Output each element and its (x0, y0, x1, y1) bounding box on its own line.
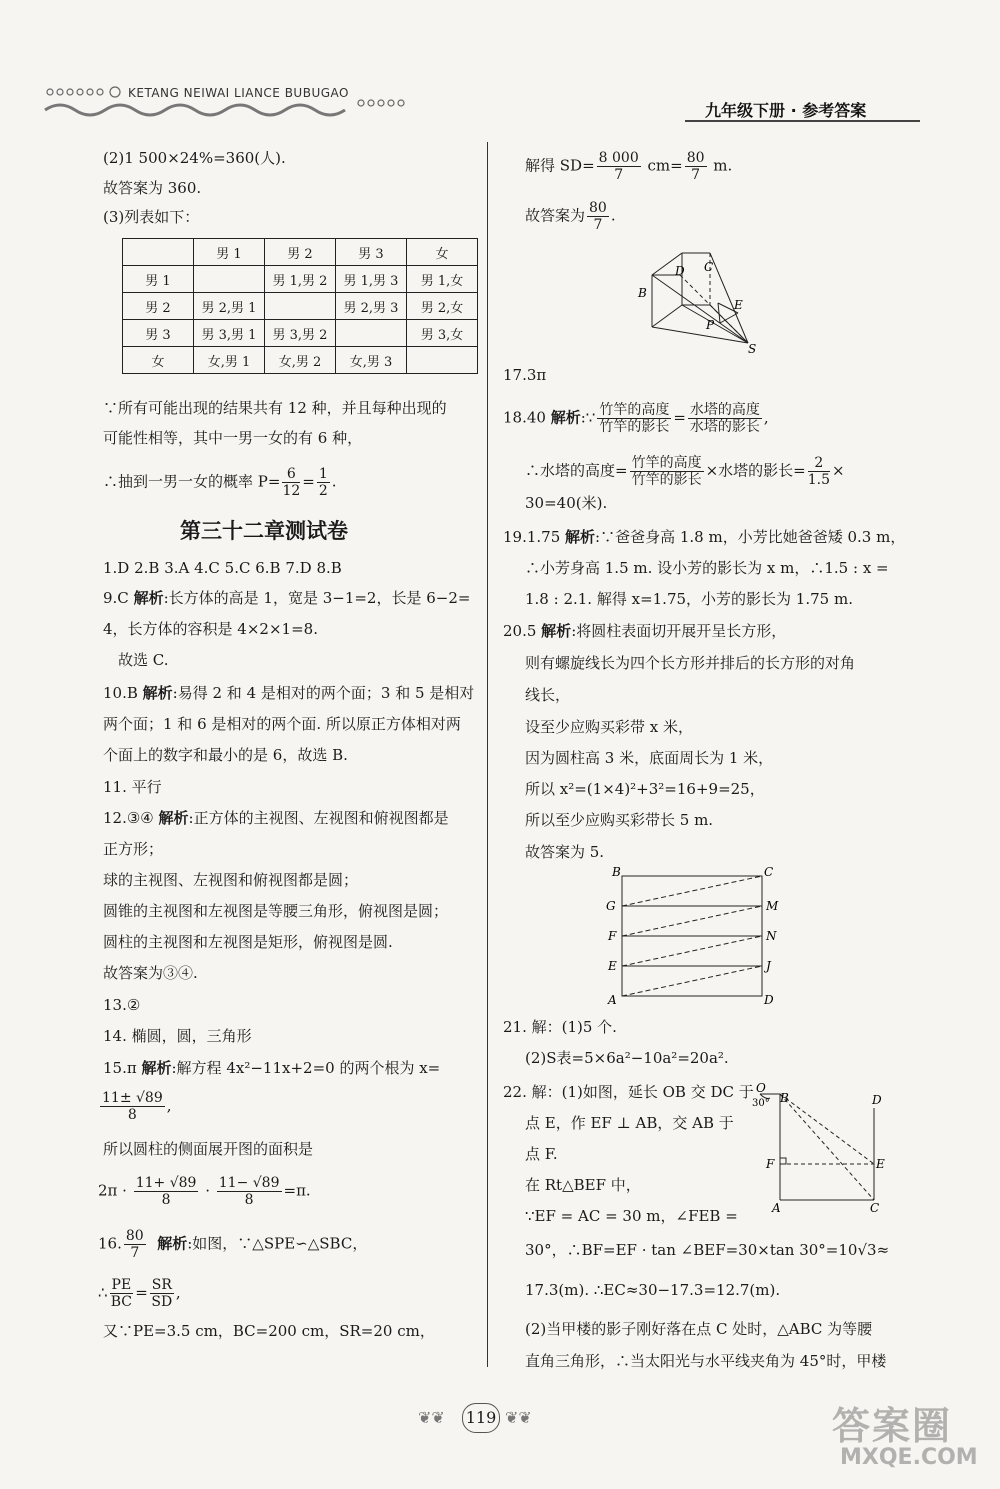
fig3-label: A (772, 1201, 781, 1215)
fig2-label: J (766, 959, 771, 973)
column-divider (487, 142, 488, 1367)
table-cell (123, 239, 194, 266)
fig1-label: B (638, 286, 647, 300)
answer-line: 4，长方体的容积是 4×2×1=8. (103, 620, 318, 638)
answer-line: 1.D 2.B 3.A 4.C 5.C 6.B 7.D 8.B (103, 559, 342, 577)
table-cell: 男 3,男 2 (265, 320, 336, 347)
answer-line: 可能性相等，其中一男一女的有 6 种， (103, 429, 363, 447)
table-row (123, 239, 478, 266)
table-cell: 男 1,女 (407, 266, 478, 293)
watermark-logo-text: 答案圈 (832, 1404, 953, 1448)
fig3-label: C (870, 1201, 880, 1215)
table-cell: 男 1 (194, 239, 265, 266)
answer-line: 9.C 解析:长方体的高是 1，宽是 3−1=2，长是 6−2= (103, 589, 471, 607)
table-cell: 女,男 1 (194, 347, 265, 374)
fraction: $\frac{\text{竹竿的高度}}{\text{竹竿的影长}}$ (631, 455, 702, 488)
answer-line: 圆柱的主视图和左视图是矩形，俯视图是圆. (103, 933, 393, 951)
fraction: $\frac{2}{1.5}$ (807, 455, 830, 488)
fig3-label: B (780, 1091, 789, 1105)
table-cell (336, 320, 407, 347)
fig1-label: E (734, 298, 743, 312)
fraction: $\frac{SR}{SD}$ (151, 1277, 173, 1310)
fig2-label: G (606, 899, 616, 913)
answer-line: 所以至少应购买彩带长 5 m. (525, 811, 714, 829)
fraction: $\frac{PE}{BC}$ (110, 1277, 132, 1310)
fig2-label: N (766, 929, 777, 943)
answer-line: 所以 x²=(1×4)²+3²=16+9=25， (525, 780, 765, 798)
fraction: $\frac{80}{7}$ (589, 200, 607, 233)
table-row (123, 266, 478, 293)
probability-table (122, 238, 478, 374)
fig2-label: E (608, 959, 617, 973)
fraction: $\frac{11+ √89}{8}$ (135, 1175, 197, 1208)
table-cell: 女,男 3 (336, 347, 407, 374)
answer-line: 直角三角形，∴当太阳光与水平线夹角为 45°时，甲楼 (525, 1352, 887, 1370)
answer-line: 两个面；1 和 6 是相对的两个面. 所以原正方体相对两 (103, 715, 461, 733)
fraction: $\frac{\text{水塔的高度}}{\text{水塔的影长}}$ (689, 402, 760, 435)
footer-ornament-left: ❦❦ (418, 1408, 445, 1427)
answer-line: 21. 解：(1)5 个. (503, 1018, 617, 1036)
answer-line: 30°，∴BF=EF · tan ∠BEF=30×tan 30°=10√3≈ (525, 1241, 890, 1259)
table-cell (265, 293, 336, 320)
fig2-label: C (764, 865, 774, 879)
answer-line: 故答案为 5. (525, 843, 605, 861)
answer-line: 解得 SD= $\frac{8 000}{7}$ cm= $\frac{80}{7}$ m. (525, 150, 733, 183)
fig1-label: C (704, 260, 714, 274)
answer-line: 正方形； (103, 840, 164, 858)
table-cell: 女 (407, 239, 478, 266)
fig3-angle-label: 30° (752, 1098, 770, 1109)
answer-line: ∴水塔的高度= $\frac{\text{竹竿的高度}}{\text{竹竿的影长}}$ ×水塔的影长= $\frac{2}{1.5}$ × (525, 455, 845, 488)
answer-line: 30=40(米). (525, 494, 608, 512)
answer-line: ∴抽到一男一女的概率 P= $\frac{6}{12}$ = $\frac{1}{2}$ . (103, 466, 337, 499)
answer-line: 1.8 : 2.1. 解得 x=1.75，小芳的影长为 1.75 m. (525, 590, 853, 608)
answer-line: 22. 解：(1)如图，延长 OB 交 DC 于 (503, 1083, 754, 1101)
table-row (123, 293, 478, 320)
answer-line: 个面上的数字和最小的是 6，故选 B. (103, 746, 348, 764)
answer-line: ∵所有可能出现的结果共有 12 种，并且每种出现的 (103, 399, 447, 417)
fig3-label: E (876, 1157, 885, 1171)
answer-line: 19.1.75 解析:∵爸爸身高 1.8 m，小芳比她爸爸矮 0.3 m， (503, 528, 906, 546)
header-book-title: 九年级下册 · 参考答案 (705, 101, 867, 120)
table-cell: 男 2,男 1 (194, 293, 265, 320)
table-cell: 女 (123, 347, 194, 374)
table-cell: 男 3 (336, 239, 407, 266)
table-cell: 男 2 (123, 293, 194, 320)
fig3-label: D (872, 1093, 882, 1107)
fig3-label: O (756, 1081, 766, 1095)
shadow-similar-triangles-figure (630, 245, 770, 355)
answer-line: ∴ $\frac{PE}{BC}$ = $\frac{SR}{SD}$ , (98, 1277, 181, 1310)
table-row (123, 347, 478, 374)
answer-line: 17.3π (503, 366, 547, 384)
fig2-label: A (608, 993, 617, 1007)
header-series-title: KETANG NEIWAI LIANCE BUBUGAO (128, 86, 349, 100)
fig2-label: B (612, 865, 621, 879)
table-cell: 男 2,男 3 (336, 293, 407, 320)
answer-line: 2π · $\frac{11+ √89}{8}$ · $\frac{11- √89}{8}$ =π. (98, 1175, 311, 1208)
fig1-label: D (675, 264, 685, 278)
answer-line: 故答案为 360. (103, 179, 202, 197)
table-cell: 男 2,女 (407, 293, 478, 320)
building-shadow-figure (752, 1080, 902, 1215)
answer-line: 球的主视图、左视图和俯视图都是圆； (103, 871, 359, 889)
fig2-label: F (608, 929, 617, 943)
table-cell: 男 1,男 2 (265, 266, 336, 293)
answer-line: (2)S表=5×6a²−10a²=20a². (525, 1049, 729, 1067)
answer-line: 14. 椭圆，圆，三角形 (103, 1027, 252, 1045)
page-number: 119 (462, 1403, 500, 1433)
answer-line: 在 Rt△BEF 中， (525, 1176, 641, 1194)
table-cell: 女,男 2 (265, 347, 336, 374)
answer-line: 17.3(m). ∴EC≈30−17.3=12.7(m). (525, 1281, 781, 1299)
fig2-label: D (764, 993, 774, 1007)
answer-line: 故答案为 $\frac{80}{7}$ . (525, 200, 616, 233)
table-cell (194, 266, 265, 293)
fig2-label: M (766, 899, 779, 913)
answer-line: 故选 C. (118, 651, 169, 669)
table-cell: 男 2 (265, 239, 336, 266)
header-dots (355, 96, 415, 110)
answer-line: 11. 平行 (103, 778, 162, 796)
table-row (123, 320, 478, 347)
fraction: $\frac{80}{7}$ (125, 1228, 144, 1261)
answer-line: 20.5 解析:将圆柱表面切开展开呈长方形， (503, 622, 787, 640)
table-cell: 男 1,男 3 (336, 266, 407, 293)
answer-line: 因为圆柱高 3 米，底面周长为 1 米， (525, 749, 774, 767)
answer-line: $\frac{11\pm √89}{8}$ , (102, 1090, 172, 1123)
answer-line: 10.B 解析:易得 2 和 4 是相对的两个面；3 和 5 是相对 (103, 684, 475, 702)
answer-line: 设至少应购买彩带 x 米， (525, 718, 693, 736)
table-cell (407, 347, 478, 374)
table-cell: 男 3,男 1 (194, 320, 265, 347)
fraction: $\frac{6}{12}$ (282, 466, 301, 499)
answer-line: 13.② (103, 996, 141, 1014)
fraction: $\frac{11- √89}{8}$ (218, 1175, 280, 1208)
watermark-url: MXQE.COM (840, 1445, 978, 1470)
answer-line: 15.π 解析:解方程 4x²−11x+2=0 的两个根为 x= (103, 1059, 441, 1077)
table-cell: 男 3 (123, 320, 194, 347)
answer-line: 线长， (525, 686, 571, 704)
fraction: $\frac{80}{7}$ (686, 150, 705, 183)
fraction: $\frac{1}{2}$ (318, 466, 328, 499)
answer-line: 圆锥的主视图和左视图是等腰三角形，俯视图是圆； (103, 902, 449, 920)
answer-line: 16. $\frac{80}{7}$ 解析:如图，∵△SPE∽△SBC， (98, 1228, 368, 1261)
table-cell: 男 3,女 (407, 320, 478, 347)
answer-line: 12.③④ 解析:正方体的主视图、左视图和俯视图都是 (103, 809, 449, 827)
fraction: $\frac{8 000}{7}$ (598, 150, 639, 183)
footer-ornament-right: ❦❦ (505, 1408, 532, 1427)
answer-line: 则有螺旋线长为四个长方形并排后的长方形的对角 (525, 654, 856, 672)
answer-line: ∵EF = AC = 30 m，∠FEB = (525, 1207, 738, 1225)
answer-line: ∴小芳身高 1.5 m. 设小芳的影长为 x m，∴1.5 : x = (525, 559, 889, 577)
answer-line: 又∵PE=3.5 cm，BC=200 cm，SR=20 cm， (103, 1322, 435, 1340)
chapter-title: 第三十二章测试卷 (180, 519, 348, 543)
answer-line: (3)列表如下： (103, 208, 200, 226)
answer-line: 点 E，作 EF ⊥ AB，交 AB 于 (525, 1114, 734, 1132)
fig3-label: F (766, 1157, 775, 1171)
answer-line: (2)1 500×24%=360(人). (103, 149, 286, 167)
fig1-label: S (748, 342, 757, 355)
answer-line: 故答案为③④. (103, 964, 198, 982)
answer-line: (2)当甲楼的影子刚好落在点 C 处时，△ABC 为等腰 (525, 1320, 873, 1338)
fraction: $\frac{11\pm √89}{8}$ (102, 1090, 163, 1123)
unrolled-cylinder-figure (600, 862, 790, 1012)
answer-line: 所以圆柱的侧面展开图的面积是 (103, 1140, 314, 1158)
answer-line: 点 F. (525, 1145, 558, 1163)
table-cell: 男 1 (123, 266, 194, 293)
fig1-label: P (706, 318, 715, 332)
answer-line: 18.40 解析:∵ $\frac{\text{竹竿的高度}}{\text{竹竿的影长}}$ = $\frac{\text{水塔的高度}}{\text{水塔的影长}}$ , (503, 402, 769, 435)
fraction: $\frac{\text{竹竿的高度}}{\text{竹竿的影长}}$ (599, 402, 670, 435)
